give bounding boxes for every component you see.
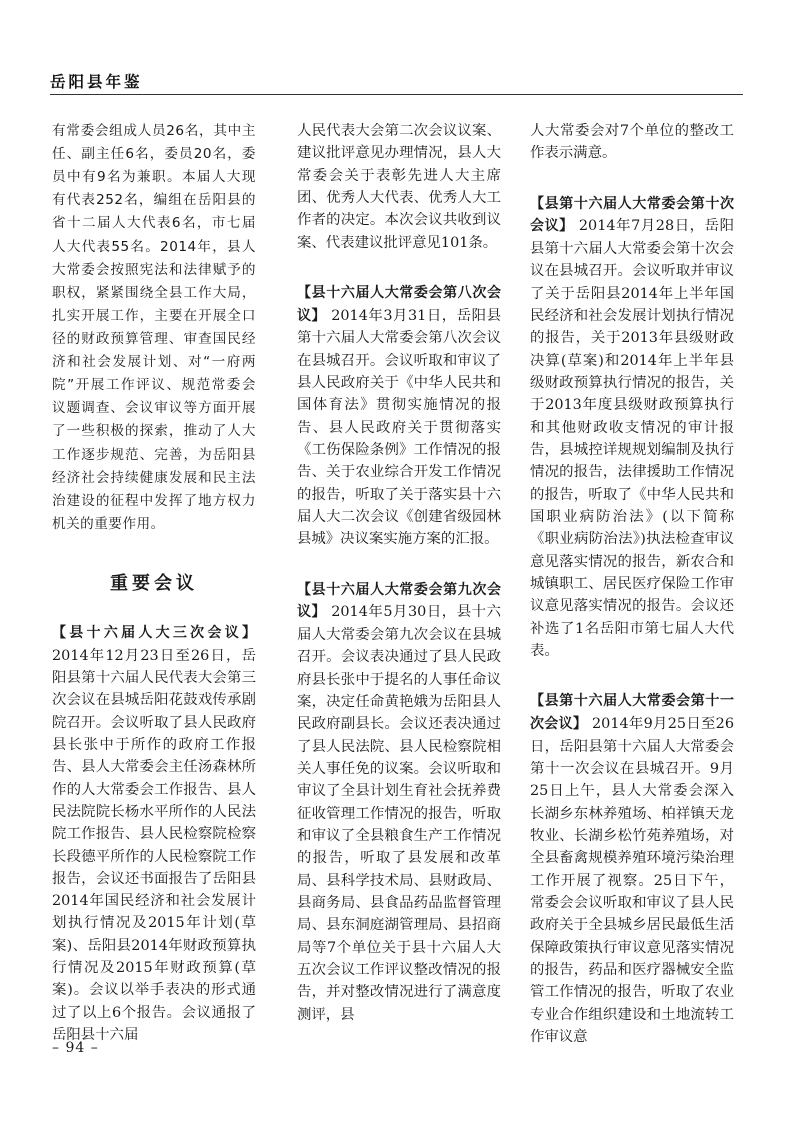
meeting-entry-body: 2014年9月25日至26日，岳阳县第十六届人大常委会第十一次会议在县城召开。9月25日上午，县人大常委会深入长湖乡东林养殖场、柏祥镇天龙牧业、长湖乡松竹苑养殖场，对全县畜禽规模养殖环境污染治理工作开展了视察。25日下午，常委会会议听取和审议了县人民政府关于全县城乡居民最低生活保障政策执行审议意见落实情况的报告，药品和医疗器械安全监管工作情况的报告，听取了农业专业合作组织建设和土地流转工作审议意 [530, 715, 734, 1045]
meeting-entry [530, 690, 734, 1048]
meeting-entry [297, 282, 501, 551]
continuation-paragraph: 人大常委会对7个单位的整改工作表示满意。 [530, 123, 734, 162]
header-rule [50, 94, 743, 95]
meeting-entry-body: 2014年7月28日，岳阳县第十六届人大常委会第十次会议在县城召开。会议听取并审议了关于岳阳县2014年上半年国民经济和社会发展计划执行情况的报告，关于2013年县级财政决算(草案)和2014年上半年县级财政预算执行情况的报告，关于2013年度县级财政预算执行和其他财政收支情况的审计报告，县城控详规规划编制及执行情况的报告，法律援助工作情况的报告，听取了《中华人民共和国职业病防治法》(以下简称《职业病防治法》)执法检查审议意见落实情况的报告，新农合和城镇职工、居民医疗保险工作审议意见落实情况的报告。会议还补选了1名岳阳市第七届人大代表。 [530, 218, 734, 659]
meeting-entry-title: 【县十六届人大三次会议】 [52, 624, 256, 641]
meeting-entry-title: 【县十六届人大常委会第八次会议】 [297, 284, 501, 324]
column-3 [530, 120, 734, 1048]
meeting-entry-body: 2014年3月31日，岳阳县第十六届人大常委会第八次会议在县城召开。会议听取和审议了县人民政府关于《中华人民共和国体育法》贯彻实施情况的报告、县人民政府关于贯彻落实《工伤保险条例》工作情况的报告、关于农业综合开发工作情况的报告，听取了关于落实县十六届人大二次会议《创建省级园林县城》决议案实施方案的汇报。 [297, 307, 502, 548]
meeting-entry [52, 622, 256, 1047]
page-number: – 94 – [52, 1040, 99, 1056]
intro-paragraph: 有常委会组成人员26名，其中主任、副主任6名，委员20名，委员中有9名为兼职。本届人大现有代表252名，编组在岳阳县的省十二届人大代表6名，市七届人大代表55名。2014年，县人大常委会按照宪法和法律赋予的职权，紧紧围绕全县工作大局，扎实开展工作，主要在开展全口径的财政预算管理、审查国民经济和社会发展计划、对“一府两院”开展工作评议、规范常委会议题调查、会议审议等方面开展了一些积极的探索，推动了人大工作逐步规范、完善，为岳阳县经济社会持续健康发展和民主法治建设的征程中发挥了地方权力机关的重要作用。 [52, 123, 256, 532]
meeting-entry-body: 2014年5月30日，县十六届人大常委会第九次会议在县城召开。会议表决通过了县人民政府县长张中于提名的人事任命议案，决定任命黄艳娥为岳阳县人民政府副县长。会议还表决通过了县人民法院、县人民检察院相关人事任免的议案。会议听取和审议了全县计划生育社会抚养费征收管理工作情况的报告，听取和审议了全县粮食生产工作情况的报告，听取了县发展和改革局、县科学技术局、县财政局、县商务局、县食品药品监督管理局、县东洞庭湖管理局、县招商局等7个单位关于县十六届人大五次会议工作评议整改情况的报告，并对整改情况进行了满意度测评，县 [297, 604, 502, 1023]
continuation-paragraph: 人民代表大会第二次会议议案、建议批评意见办理情况，县人大常委会关于表彰先进人大主席团、优秀人大代表、优秀人大工作者的决定。本次会议共收到议案、代表建议批评意见101条。 [297, 123, 501, 251]
meeting-entry-title: 【县第十六届人大常委会第十次会议】 [530, 195, 734, 235]
meeting-entry-title: 【县十六届人大常委会第九次会议】 [297, 581, 501, 621]
meeting-entry-title: 【县第十六届人大常委会第十一次会议】 [530, 693, 734, 732]
section-title: 重要会议 [110, 572, 198, 594]
column-1 [52, 120, 256, 1046]
meeting-entry [530, 193, 734, 663]
running-head-title: 岳阳县年鉴 [50, 73, 143, 91]
column-2 [297, 120, 501, 1026]
meeting-entry [297, 579, 501, 1026]
meeting-entry-body: 2014年12月23日至26日，岳阳县第十六届人民代表大会第三次会议在县城岳阳花鼓戏传承剧院召开。会议听取了县人民政府县长张中于所作的政府工作报告、县人大常委会主任汤森林所作的人大常委会工作报告、县人民法院院长杨水平所作的人民法院工作报告、县人民检察院检察长段德平所作的人民检察院工作报告，会议还书面报告了岳阳县2014年国民经济和社会发展计划执行情况及2015年计划(草案)、岳阳县2014年财政预算执行情况及2015年财政预算(草案)。会议以举手表决的形式通过了以上6个报告。会议通报了岳阳县十六届 [52, 647, 256, 1044]
